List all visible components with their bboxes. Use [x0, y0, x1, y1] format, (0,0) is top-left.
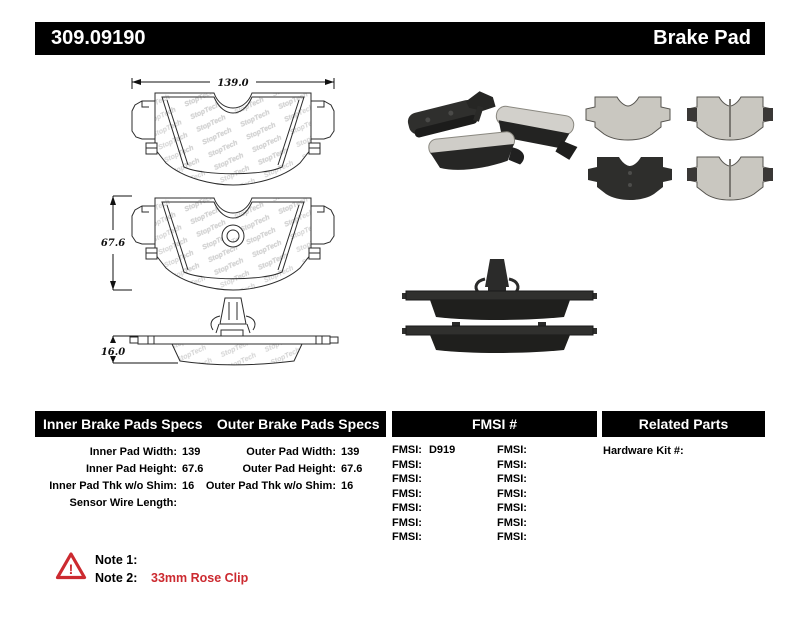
spec-row: [35, 494, 210, 511]
spec-value: 16: [341, 479, 354, 492]
related-parts-header: Related Parts: [638, 416, 729, 432]
fmsi-row: [392, 516, 602, 531]
spec-value: 16: [182, 479, 195, 492]
height-dim-label: 67.6: [100, 238, 126, 249]
related-parts-header-bar: [602, 411, 765, 437]
inner-specs-header: Inner Brake Pads Specs: [42, 416, 203, 432]
fmsi-label: FMSI:: [392, 458, 422, 471]
header-bar: [35, 22, 765, 55]
spec-row: [35, 443, 210, 460]
note-label: Note 1:: [95, 553, 138, 567]
product-photo-pad-pairs: [585, 93, 775, 205]
fmsi-label: FMSI:: [392, 531, 422, 544]
spec-label: Inner Pad Thk w/o Shim:: [49, 479, 177, 492]
product-photo-angled-set: [402, 85, 592, 180]
fmsi-label: FMSI:: [497, 516, 527, 529]
note-label: Note 2:: [95, 571, 138, 585]
sensor-clip-drawing: [211, 298, 255, 333]
part-number: 309.09190: [51, 27, 146, 49]
fmsi-label: FMSI:: [392, 444, 422, 457]
fmsi-label: FMSI:: [392, 487, 422, 500]
fmsi-table: [392, 443, 602, 545]
spec-label: Outer Pad Height:: [242, 462, 336, 475]
spec-label: Inner Pad Height:: [85, 462, 177, 475]
spec-label: Outer Pad Thk w/o Shim:: [205, 479, 336, 492]
spec-value: 67.6: [341, 462, 363, 475]
outer-specs-table: [200, 443, 386, 494]
thickness-dim-label: 16.0: [100, 347, 126, 358]
note-line: [95, 569, 248, 587]
related-parts-table: [603, 443, 690, 458]
related-row: [603, 443, 690, 458]
notes: [95, 551, 248, 587]
product-photo-side-stack: [402, 256, 597, 354]
fmsi-header-bar: [392, 411, 597, 437]
fmsi-label: FMSI:: [497, 487, 527, 500]
fmsi-label: FMSI:: [497, 531, 527, 544]
fmsi-header: FMSI #: [471, 416, 518, 432]
fmsi-row: [392, 530, 602, 545]
fmsi-row: [392, 458, 602, 473]
note-value: 33mm Rose Clip: [151, 571, 249, 585]
technical-drawing: [88, 70, 373, 390]
spec-row: [200, 477, 386, 494]
related-label: Hardware Kit #:: [603, 444, 684, 457]
product-name: Brake Pad: [653, 27, 751, 49]
fmsi-label: FMSI:: [497, 444, 527, 457]
spec-row: [200, 460, 386, 477]
spec-value: 139: [182, 445, 201, 458]
spec-row: [35, 477, 210, 494]
fmsi-row: [392, 443, 602, 458]
spec-value: 67.6: [182, 462, 204, 475]
warning-icon: [55, 550, 87, 582]
specs-header-bar: [35, 411, 386, 437]
fmsi-label: FMSI:: [392, 502, 422, 515]
spec-label: Sensor Wire Length:: [69, 496, 177, 509]
note-line: [95, 551, 248, 569]
inner-specs-table: [35, 443, 210, 511]
fmsi-value: D919: [428, 444, 456, 457]
spec-label: Outer Pad Width:: [246, 445, 336, 458]
side-view-drawing: [130, 330, 338, 365]
svg-text:!: !: [68, 561, 74, 577]
spec-value: 139: [341, 445, 360, 458]
spec-label: Inner Pad Width:: [89, 445, 177, 458]
spec-row: [200, 443, 386, 460]
fmsi-label: FMSI:: [392, 473, 422, 486]
fmsi-label: FMSI:: [497, 502, 527, 515]
fmsi-label: FMSI:: [497, 473, 527, 486]
fmsi-row: [392, 487, 602, 502]
fmsi-label: FMSI:: [392, 516, 422, 529]
fmsi-row: [392, 472, 602, 487]
outer-specs-header: Outer Brake Pads Specs: [216, 416, 380, 432]
fmsi-row: [392, 501, 602, 516]
spec-row: [35, 460, 210, 477]
fmsi-label: FMSI:: [497, 458, 527, 471]
width-dim-label: 139.0: [217, 78, 249, 89]
